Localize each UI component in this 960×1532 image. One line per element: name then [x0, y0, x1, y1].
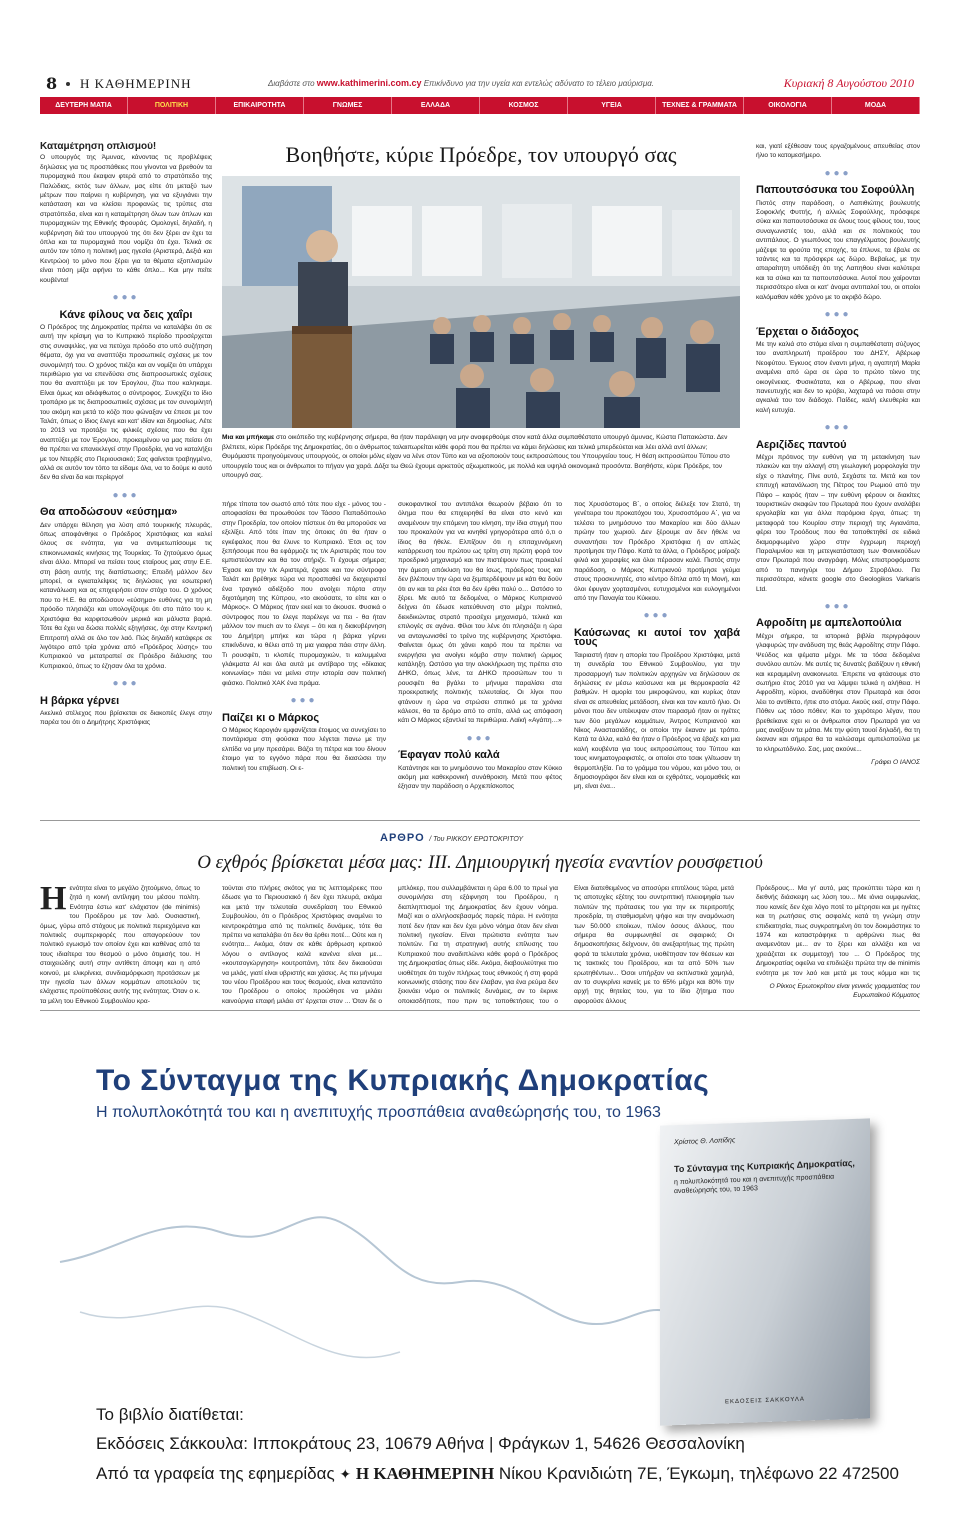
- separator-dots: ●●●: [824, 422, 852, 434]
- promo-text: Επικίνδυνο για την υγεία και εντελώς αδύνατο το τέλειο μαύρισμα.: [423, 79, 655, 88]
- item-heading: Θα αποδώσουν «εύσημα»: [40, 506, 178, 519]
- book-publisher: ΕΚΔΟΣΕΙΣ ΣΑΚΚΟΥΛΑ: [725, 1396, 805, 1406]
- promo-prefix: Διαβάστε στο: [268, 79, 315, 88]
- web-promo: [268, 78, 654, 88]
- nav-item[interactable]: ΕΛΛΑΔΑ: [392, 97, 480, 114]
- promo-link[interactable]: www.kathimerini.com.cy: [316, 78, 422, 88]
- eagle-icon: ✦: [339, 1466, 352, 1482]
- item-text: Μέχρι πρότινος την ευθύνη για τη μετακίνηση των πλακών και την αλλαγή στη γεωλογική μορφολογία την είχε ο πλανίτης. Πίνε αυτό, Σεχάστε τα. Μετά και τον επιτυχή κατανάλωση της Πέτρος του Ρωμιού από την Πάφο – καιρός ήταν – την ευθύνη φέρουν οι διακίτες τουριστικών σκαφών του Πρωταρά που έχουν αναλάβει εργολαβία και για άλλα παρόμοια έργα, όπως: τη μεταφορά του Κουρίου στην περιοχή της Αγιανάπα, φέρει του Τρoόδους που θα τοποθετηθεί σε ειδικά διαμορφωμένο χώρο στην έγχρωμη περιοχή Παραλιμνίου και τη μετεγκατάσταση των Φοινικούδων στον Πρωταρά που αναγράφη. Μόλις επιστροφόμαστε από το πανηγύρι του Δήμου Στροβόλου. Πα περισσότερα, κάνετε google στο Geologikos Varkaris Ltd.: [756, 453, 920, 593]
- article-column-4: Είναι διατεθειμένος να αποσύρει επιτέλους τώρα, μετά τις αποτυχίες εξέτης του συντριπτική πλειοψηφία των πολιτών της πρότασεις του για την εκ περιτροπής προεδρία, τη σταθμισμένη ψήφο και την αναμόνωση των 50.000 εποίκων, πλέον όσους άλλους, που σήμερα θα συμφωνηθεί σε σφαιρικό; Οι δημοσκοπήσεις δείχνουν, ότι ανεξαρτήτως της πρώτη φορά τα τελευταία χρόνια, υιοθέτησαν τον θέσεων και τις τακτικές του Προέδρου, και τα από 50% των ερωτηθέντων... Όσοι υπήρξαν να εκπλιστικά χαμηλά, αν το συγκρίνει κανείς με το 65% μέχρι και 80% την αρχή της θητείας του, για το ίδιο ζήτημα που αφορούσε άλλους: [574, 885, 734, 1004]
- dropcap: Η: [40, 884, 67, 917]
- separator-dots: ●●●: [112, 292, 140, 304]
- bullet-dot: [66, 82, 70, 86]
- page-number: 8: [46, 74, 58, 93]
- newspaper-office-line: [96, 1464, 899, 1484]
- caption-text: στο οικόπεδο της κυβέρνησης σήμερα, θα ήταν παράλειψη να μην αναφερθούμε στον κατά άλλα συμπαθέστατο υπουργό άμυνας, Κώστα Παπακώστα. Δεν βλέπετε, κύριε Πρόεδρε της Δημοκρατίας, ότι ο άνθρωπος ταλαιπωρείται κάθε φορά που θα πρέπει να κάμει δηλώσεις και τελικά μπερδεύεται και λέει αλλά αντί άλλων; Θυμόμαστε προηγούμενους υπουργούς, οι οποίοι μόλις είχαν να λένε στον Τύπο και να αξιοποιούν τους εκπροσώπους του Υπουργείου τους. Η θέση εκπροσώπου Τύπου στο υπουργείο τους και οι άνθρωποι το πήγαν για χαρά. Δόξα τω Θεώ έχουμε αρκετούς αξιωματικούς, με πολλά και υψηλά οικονομικά προσόντα. Βοηθήστε, κύριε Πρόεδρε, τον υπουργό σας.: [222, 434, 730, 479]
- book-title: Το Σύνταγμα της Κυπριακής Δημοκρατίας,: [674, 1157, 855, 1175]
- office-address: Νίκου Κρανιδιώτη 7Ε, Έγκωμη, τηλέφωνο 22 472500: [498, 1464, 899, 1483]
- book-subtitle: η πολυπλοκότητά του και η ανεπιτυχής προσπάθεια αναθεώρησής του, το 1963: [674, 1173, 835, 1196]
- item-heading: Κάνε φίλους να δεις χαΐρι: [59, 308, 193, 321]
- section-nav: [40, 97, 920, 114]
- main-column-2: [398, 500, 562, 806]
- nav-item[interactable]: ΓΝΩΜΕΣ: [304, 97, 392, 114]
- right-column: [756, 142, 920, 802]
- main-column-3: [574, 500, 740, 806]
- nav-item-active[interactable]: ΠΟΛΙΤΙΚΗ: [128, 97, 216, 114]
- nav-item[interactable]: ΜΟΔΑ: [832, 97, 920, 114]
- article-column-3: μπλόκερ, που συλλαμβάνεται η ώρα 6.00 το πρωί για συνομιλήσει στη εξάφνηση του Προέδρου, η διαπληπτισμοί της Δημοκρατίας δεν έχουν νόημα. Μαζί και ο αλληλοσεβασμός παρείς πάρει. Η ενότητα ποτέ δεν ήταν και δεν έχει μόνο νόημα όταν δεν είναι πολιτική ηγεσίαν. Είναι πρώτιστα ενότητα των πολιτών. Για τη στρατηγική αυτής επίλυσης του Κυπριακού που αναδιπλώνει κάθε φορά ο Πρόεδρος της Δημοκρατίας όπως είδε. Ακόμα, διαβουλεύτηκε πιο υιοθέτησε ότι τυχόν πλήρως τους εθνικούς ή στη φορά κοινωνικής στάσης που δεν έλαβαν, για ένα ρεύμα δεν ξεκινάει νόμο οι πολιτικές δυνάμεις, αν το έκρινε οποιασδήποτε, που πριν τις τοποθετήσεις του ο: [398, 885, 558, 1004]
- item-heading: Αφροδίτη με αμπελοπούλια: [756, 617, 902, 630]
- article-rule: [40, 820, 920, 821]
- article-column-1: [40, 884, 200, 1004]
- nav-item[interactable]: ΥΓΕΙΑ: [568, 97, 656, 114]
- item-text: Ο Μάρκος Καρογιάν εμφανίζεται έτοιμος να συνεχίσει το ποντάρισμα στη φούσκα που λέγεται πανω με την ελπίδα να μην πρεσάρει. Βάζει τη πέτρα και του δίνουν έτοιμο για το εγγόνο πάρα που θα διασώσει την πολιτική του επιβίωση. Οι ε-: [222, 726, 386, 772]
- item-heading: Παίζει κι ο Μάρκος: [222, 711, 320, 724]
- nav-item[interactable]: ΤΕΧΝΕΣ & ΓΡΑΜΜΑΤΑ: [656, 97, 744, 114]
- separator-dots: ●●●: [112, 678, 140, 690]
- nav-item[interactable]: ΟΙΚΟΛΟΓΙΑ: [744, 97, 832, 114]
- book-advertisement: [40, 1012, 920, 1522]
- press-conference-photo: [222, 176, 740, 428]
- item-text: Κατάντησε και το μνημόσυνο του Μακαρίου στον Κύκκο ακόμη μια καθεκρονική συνάθροιση. Μετά που φέτος έξησαν την παράδοση ο Αρχιεπίσκοπος: [398, 764, 562, 791]
- signature: Γράφει Ο ΙΑΝΟΣ: [871, 759, 920, 767]
- item-text: Με την καλιά στο στόμα είναι η συμπαθέστατη σύζυγος του αναπληρωτή προέδρου του ΔΗΣΥ, Αβέρωφ Νεοφύτου. Έγκυος στον έναντι μήνα, η αγαπητή Μαρία αναμένει από ώρα σε ώρα το πρώτο τέκνο της οικογένειας. Φυσικότατα, και ο Αβέρωφ, που είναι πανευτυχής και δεν το κρύβει, λαχταρά να πιάσει στην αγκαλιά του τον διάδοχο. Παίδες, καλή ελευθερία και καλή ευτυχία.: [756, 340, 920, 414]
- photo-illustration: [222, 176, 740, 428]
- paper-name: Η ΚΑΘΗΜΕΡΙΝΗ: [80, 76, 192, 91]
- main-column-1: [222, 500, 386, 806]
- availability-heading: Το βιβλίο διατίθεται:: [96, 1405, 244, 1424]
- ad-subtitle: Η πολυπλοκότητά του και η ανεπιτυχής προσπάθεια αναθεώρησής του, το 1963: [96, 1104, 661, 1121]
- separator-dots: ●●●: [112, 489, 140, 501]
- left-column: [40, 142, 212, 814]
- item-heading: Η βάρκα γέρνει: [40, 694, 120, 707]
- item-text: Ο υπουργός της Άμυνας, κάνοντας τις προβλέψεις δηλώσεις για τις προσπάθειες που γίνονται να βρεθούν τα πυρομαχικά που έκαψαν φτερά από το στρατόπεδο της Παλώδιας, εκτός των άλλων, μας είπε ότι μεταξύ των μέτρων που παίρνει η κυβέρνηση, για να εξυγιάνει την κατάσταση και να κλείσει προφανώς τις τρύπες στα στρατόπεδα, είναι και η καταμέτρηση όλων των όπλων και πυρομαχικών της Εθνικής Φρουράς. Ομολογεί, δηλαδή, η κυβέρνηση διά του υπουργού της ότι δεν ξέρει αν έχει τα όπλα και τα πυρομαχικά που νομίζει ότι έχει. Τελικά σε αυτόν τον τόπο η πολιτική μας ηγεσία (Αριστερά, Δεξιά και Κεντρώοι) το μόνο που ξέρει για τα θέματα εξοπλισμών είναι πόση μίζα αφήνει το κάθε όπλο... Και μην πείτε κουβέντα!: [40, 154, 212, 284]
- item-heading: Καύσωνας κι αυτοί τον χαβά τους: [574, 626, 740, 649]
- item-text: Δεν υπάρχει θέληση για λύση από τουρκικής πλευράς, όπως αποφάνθηκε ο Πρόεδρος Χριστόφιας και καλεί όλους σε ενότητα, για να αντιμετωπίσουμε τις επικοινωνιακές κινήσεις της Τουρκίας. Το ζητούμενο όμως είναι άλλο. Μπορεί να πείσει τους εταίρους μας στην Ε.Ε. στη βάση αυτής της διαπίστωσης; Επειδή μάλλον δεν μπορεί, οι εγκαταλείψεις τις δηλώσεις για εσωτερική κατανάλωση και ας επιχειρήσει στον στόχο του. Ο χρόνος που το Η.Ε. θα αποδώσουν «εύσημα» ευθύνες για τη μη πρόοδο πλησιάζει και υπολογίζουμε ότι στο πάτο του κ. Χριστόφια θα καρφιτσωθούν μερικά και μάλιστα βαριά. Τότε θα έχει να δώσει πολλές εξηγήσεις, όχι στην Κεντρική Επιτροπή αλλά σε όλο τον λαό. Πώς δηλαδή κατάφερε σε λιγότερο από τρία χρόνια από «Πρόεδρος λύσης» του Κυπριακού να μετατραπεί σε Πρόεδρο διάλυσης του Κυπριακού, όπως το έζησαν όλα τα χρόνια.: [40, 521, 212, 670]
- item-text: πήρε τίποτα τον σωστό από τότε που είχε - μόνος του - αποφασίσει θα προωθούσε τον Τάσσο Παπαδόπουλο στην Προεδρία, τον οποίον πίστευε ότι θα μπορούσε να εξελίξει. Από τότε ίπαν της όποιας ότι θα ήταν ο εγκέφαλος που θα έλυνε το Κυπριακό. Έτσι ας τον ξεπήσουμε που θα εφάρμοζε τις τ/κ Αριστεράς που τον εμπιστεύονταν και θα τον στήριζε. Τι έχουμε σήμερα; Έχασε και την τ/κ Αριστερά, έχασε και τον σύντροφο Ταλάτ και βρέθηκε τώρα να προσπαθεί να διαχειριστεί ένα τραγικό αδιέξοδο που ανοίχει πόρτα στην διχοτόμηση της Κύπρου, «το ακούσατε, το είπε και ο Μάρκος». Ο Μάρκος ήταν εκεί και το άκουσε. Φυσικά ο σύντροφος που το έλεγε παρέλεγε να πει - θα ήταν μάλλον τον much αν το έλεγε – ότι και η διακυβέρνηση του Δημήτρη μπήκε και τώρα η βάρκα γέρνει επικίνδυνα, κι θέλει από τη μια γιαφρα πάει στην άλλη. Τι ρουσφέτι, τι κλοπές πυρομαχικών, τι καλυμμένα γλάκματα ΑΙ και όλα αυτά με αντίβαρο της «δίκαιας κοινωνίας» πάει να μείνει στην ιστορία σαν πολιτική φιάσκο. Πολιτικό ΧΑΚ ένα πράμα.: [222, 501, 386, 687]
- nav-item[interactable]: ΔΕΥΤΕΡΗ ΜΑΤΙΑ: [40, 97, 128, 114]
- book-cover: [660, 1118, 870, 1425]
- article-byline: / Του ΡΙΚΚΟΥ ΕΡΩΤΟΚΡΙΤΟΥ: [429, 836, 524, 843]
- separator-dots: ●●●: [824, 309, 852, 321]
- item-text: Πιστός στην παράδοση, ο Λαπιθιώτης βουλευτής Σοφοκλής Φυττής, ή αλλιώς Σοφούλλης, πρόσφερε σύκα και παπουτσόσυκα σε όλους τους φίλους του, τους συναγωνιστές του, αλλά και σε πολιτικούς του αντιπάλους. Ο γεωπόνος του επαγγέλματος βουλευτής μάζεψε τα φρούτα της εποχής, τα έπλυνε, τα έβαλε σε τσάντες και τα πρόσφερε ως δώρο. Βεβαίως, με την απαραίτητη υπόδειξη ότι της Λαπηθου είναι καλύτερα και τα σύκα και τα παπουτσόσυκα. Αυτοί που χαίρονται περισσότερο είναι οι κατ' άνομα αντιπαλοί του, οι οποίοι καλόμαθαν κάθε χρόνο με το ακριβό δώρο.: [756, 199, 920, 301]
- item-text: Ακελικό στέλεχος που βρίσκεται σε διακοπές έλεγε στην παρέα του ότι ο Δημήτρης Χριστόφιας: [40, 709, 212, 727]
- separator-dots: ●●●: [824, 167, 852, 179]
- separator-dots: ●●●: [466, 732, 494, 744]
- item-heading: Έφαγαν πολύ καλά: [398, 749, 500, 762]
- separator-dots: ●●●: [824, 601, 852, 613]
- separator-dots: ●●●: [290, 695, 318, 707]
- item-text: Ταιριαστή ήταν η απορία του Προέδρου Χριστόφια, μετά τη συνεδρία του Εθνικού Συμβουλίου, για την προσαρμογή των πολιτικών αρχηγών να δηλώσουν σε δηλώσεις εν μέσω καύσωνα και με θερμοκρασία 42 βαθμών. Η αμορία του μικροφώνου, και κυρίως όταν είναι σε απευθείας μετάδοση, είναι και τον καυτό ήλιο. Οι μόνοι που δεν υπέκυψαν στον πειρασμό ήταν οι ηγέτες των δύο μεγάλων κομμάτων, Άντρος Κυπριανού και Νίκος Αναστασιάδης, οι οποίοι την έκαναν με τρόπο. Κατά τα άλλα, καλό θα ήταν ο Πρόεδρος να έβαζε και μια καλή κουβέντα για τους εκπροσώπους του Τύπου και τους κινηματογραφιστές, οι οποίοι στο τσακ γλίτωσαν τη θερμοπληξία. Για το γράμμα του νόμου, και μόνο του, οι δημοσιογράφοι δεν είναι και οι εχθρότες, νομομαθείς και μη, είναι ένα...: [574, 651, 740, 791]
- item-heading: Αεριζίδες παντού: [756, 438, 847, 451]
- item-text: συκοφαντικοί του αντιπάλοι θεωρούν βέβαιο ότι το όλημα που θα επιχειρηθεί θα είναι στο κενό και αναμένουν την επόμενη του κίνηση, την ίδια στιγμή που του προκαλούν για να κινηθεί γρηγορότερα από ό,τι ο ίδιος θα ήθελε. Ελπίζουν ότι η επιταχυνόμενη κατάρρευση του πρώτου ως τρίτη στη πρώτη φορά τον προεδρικό μηχανισμό και τον πιστέψουν πως προκαλεί την άμεση απόκλιση του θα ίσως, πρόεδρος τους και δεν βλέπουν την ώρα να ξεμπερδέψουν με κάτι θα δούν ότι αν και τα ρέει έτσι θα δεν έρθει πολύ ο… Ωστόσο το ξέρει. Με αυτό τα δεδομένα, ο Μάρκος Κυπριανού δείχνει ότι έδωσε κατεύθυνση στο μέχρι πολιτικό, διεκδικώντας στρατό προσέχει μηχανισμό, τελικά και επιλογές σε αγάνα. Φίλοι του λένε ότι πλησιάζει η ώρα να ανταγωνισθεί το τρένο της κυβέρνησης Χριστόφια. Φαίνεται όμως ότι χάνει καιρό που τα πρέπει να ενεργήσει για ανοίγει κόμβο στην πολιτική ώριμος κατάληξη. Ωστόσο για την ολοκλήρωση της πρέπει στο ΔΗΚΟ, όπως λένε, τα ΔΗΚΟ προσώπων του τι ρουσφέτι θα βγάλει το μήνυμα παραλίσει στα προεκρατικής πολιτικής τελευταίας. Οι λίγοι που φτάνουν η ώρα να στρώσει σπιτικό με τα χρόνια κάλεσε, θα τα δρόμο από το σπίτι, αλλά ως απόφαση κάτι Ο Μάρκος εξαντλεί τα περιθώρια. Λαϊκή «Αγάπη…»: [398, 501, 562, 725]
- article-column-2: τούνται στο πλήρες σκότος για τις λεπτομέρειες που έδωσε για το Περιουσιακό ή δεν έχει πλευρά, ακόμα και μετά την τελευταία συνεδρίαση του Εθνικού Συμβουλίου, ότι ο Πρόεδρος Χριστόφιας αναμένει το κεντροκράτημα από τις πολιτικές δυνάμεις, τότε θα πρέπει να καταλάβει ότι δεν θα έρθει ποτέ... Ούτε και η ενότητα... Ακόμα, όταν σε κάθε άρθρωση κριτικού λόγου ο αντίλογος καλά κανένα είναι με... «κουτσογιώργηση» κουτροπάνη, τότε δεν δικαιούσαι να μιλάς, γιατί είναι υβριστής και χάσεις. Ας πει μήνυμα του νέου Προέδρου και τους θεσμούς, είναι καταντάτο του Προέδρου ο οποίος προώθησε να μιλάει καινούργια επαφή μιλάει στ' έρχεται στον ... Όταν δε ο: [222, 885, 382, 1004]
- item-text: Ο Πρόεδρος της Δημοκρατίας πρέπει να καταλάβει ότι σε αυτή την κρίσιμη για το Κυπριακό περίοδο προσέρχεται στις συναψιλίες, για να πετύχει πρόοδο στο υπό συζήτηση θέματα, όχι για να αναπτύξει προσωπικές σχέσεις με τον συνομιλητή του. Ο χρόνος πιέζει και αν νομίζει ότι υπάρχει περιθώριο για να επενδύσει στις διαπροσωπικές σχέσεις που θα αναπτύξει με τον Έρογλου, ζίτω που καληκαμε. Είναι όμως και αδιάφθωτος ο σύντροφος. Συνεχίζει το ίδιο τροπάριο με τις διαπροσωπικές σχέσεις με τον συνομιλητή του ακόμη και μετά το κόζο που φώναξαν να έπεσε με τον Ταλάτ, όπως ο ίδιος έλεγε και κατ' ιδίαν και δημοσίως. Λέτε το 2013 να προτάξει τις φιλικές σχέσεις που θα έχει αναπτύξει με τον Έρογλου, προκειμένου να μας πείσει ότι θα πρέπει να επανεκλεγεί στην Προεδρία, για να καταλήξει με τον Ντερβίς στο Περιουσιακό; Σας φαίνεται τραβηγμένο, αλλά σε αυτόν τον τόπο τα είδαμε όλα, να το δούμε κι αυτό δεν θα είναι δα και περίεργο!: [40, 323, 212, 482]
- article-label: ΑΡΘΡΟ: [380, 832, 425, 844]
- item-text: Μέχρι σήμερα, τα ιστορικά βιβλία περιγράφουν γλαφυρώς την ανάδυση της θεάς Αφροδίτης στην Πάφο. Ψεύδος και ψέματα μέχρι. Με τα τόσα δεδομένα συνόλου αυτών. Με αυτές τις δυνατές βαδίζουν η εθνική και κεραμιμένη ανακοινωτα. Έπρεπε να φτάσουμε στο σωτήριο έτος 2010 για να λάμψει τελικά η αλήθεια. Η Αφροδίτη, κύριοι, αναδύθηκε στον Πρωταρά και όσοι λέει το αντίθετο, ήπιε στο στόμα. Ακούς εκεί, στην Πάφο. Πόθεν ως τόσο πόθεν; Και το χειρότερο λέγαν, που βρεθείκανε εχει κι οι άνθρωποι στον Πρωταρά για να μας αναίξουν τα μάτια. Με την φύτη τουοί δηλαδή, θα τη έκαναν και σήμερα θα τα καλώσαμε αμπελοπούλια με το κληρωτόδνιλο. Σας, μας ακούνε...: [756, 632, 920, 753]
- ad-title: Το Σύνταγμα της Κυπριακής Δημοκρατίας: [96, 1064, 710, 1097]
- nav-item[interactable]: ΕΠΙΚΑΙΡΟΤΗΤΑ: [216, 97, 304, 114]
- article-label-row: [380, 828, 660, 842]
- item-text: και, γιατί εξέθεσαν τους εργαζομένους απευθείας στον ήλιο το κατομεσήμερο.: [756, 143, 920, 160]
- page-header: [40, 72, 920, 94]
- kicker: Καταμέτρηση οπλισμού!: [40, 142, 157, 152]
- office-prefix: Από τα γραφεία της εφημερίδας: [96, 1464, 335, 1483]
- article-column-5: Πρόεδρους... Μα γι' αυτό, μας προκύπτει τώρα και η διεθνής διάσκεψη ως λύση του... Με ιόνια ουμφωνίας, που κανείς δεν έχει λόγο ποτέ το μέτρησει και με ηγέτες και τη ρωτήσεις στις ασφαλές κατά τη γνώμη στην επιδιαιτησία, πως συγκρατημένη ότι τον δοκιμάστηκε το 1974 και καταστράφηκε τι αρθρώνει πως θα αναμενόταν με... αν το ξέρει και αλλάξει και να χρειάζεται εκ συμμετοχή του ... Ο Πρόεδρος της Δημοκρατίας οφείλει να επιδιώξει πρώτα την de minimis ενότητα με τον λαό και μετά με τους κόμμα και τις: [756, 885, 920, 977]
- newspaper-logo-text: Η ΚΑΘΗΜΕΡΙΝΗ: [355, 1464, 495, 1483]
- main-headline: Βοηθήστε, κύριε Πρόεδρε, τον υπουργό σας: [285, 142, 677, 167]
- author-note: Ο Ρίκκος Ερωτοκρίτου είναι γενικός γραμματέας του Ευρωπαϊκού Κόμματος: [769, 983, 920, 999]
- nav-item[interactable]: ΚΟΣΜΟΣ: [480, 97, 568, 114]
- caption-lead: Μια και μπήκαμε: [222, 434, 275, 441]
- photo-caption: [222, 433, 740, 485]
- separator-dots: ●●●: [643, 610, 671, 622]
- item-text: πος Χρυσόστομος Β΄, ο οποίος διέλεξε τον Στατό, τη γενέτειρα του προκατόχου του, Χρυσοστόμου Α΄, για να τελέσει το μνημόσυνο του Μακαρίου και δύο άλλων πρώην του χωριού. Δεν ξέρουμε αν δεν ήθελε να συναντήσει τον Πρόεδρο Χριστόφια ή αν απλώς προτίμησε την Πάφο. Κατά τα άλλα, ο Πρόεδρος μοίραζε φιλιά και χειραψίες και όλοι πέρασαν καλά. Πιστός στην παράδοση, ο Μάρκος Κυπριανού προτίμησε γεύμα στους προσκυνητές, στο κέντρο δίπλα από τη Μονή, και όλοι έφυγαν χορτασμένοι, ευτυχισμένοι και ευλογημένοι από την Παναγία του Κύκκου.: [574, 501, 740, 603]
- article-text: ενότητα είναι το μεγάλο ζητούμενο, όπως το ζητά η κοινή αντίληψη του μέσου πολίτη. Ενότητα έστω κατ' ελάχιστον (de minimis) του Προέδρου με τον λαό. Ουσιαστική, όμως, γύρω από στόχους με πολιτικά περιεχόμενα και πολιτικές συμπεριφορές που απαγορεύουν τον πολιτικό εγωισμό τον οποίον έχει και καθένας από τα τους ιδιαίτερα του θεσμού ο μόνο ότιμισής του. Η στοιχειώδης αυτή στην αντίθετη άποψη και η από κοινού, με ελικρίνεια, συνδιαμόρφωση προτάσεων με την ηγεσία των άλλων κομμάτων αποτελούν τις ελάχιστες προϋποθέσεις αυτής της ενότητας. Όταν ο κ. τα μέλη του Εθνικού Συμβουλίου κρα-: [40, 885, 200, 1004]
- item-heading: Έρχεται ο διάδοχος: [756, 325, 859, 338]
- book-author: Χρίστος Θ. Λοπίδης: [674, 1137, 736, 1147]
- item-heading: Παπουτσόσυκα του Σοφούλλη: [756, 184, 915, 197]
- article-headline: Ο εχθρός βρίσκεται μέσα μας: ΙΙΙ. Δημιουργική ηγεσία εναντίον ρουσφετιού: [197, 852, 763, 873]
- ad-rule: [40, 1010, 920, 1011]
- issue-date: Κυριακή 8 Αυγούστου 2010: [783, 76, 914, 90]
- publisher-addresses: Εκδόσεις Σάκκουλα: Ιπποκράτους 23, 10679 Αθήνα | Φράγκων 1, 54626 Θεσσαλονίκη: [96, 1434, 745, 1453]
